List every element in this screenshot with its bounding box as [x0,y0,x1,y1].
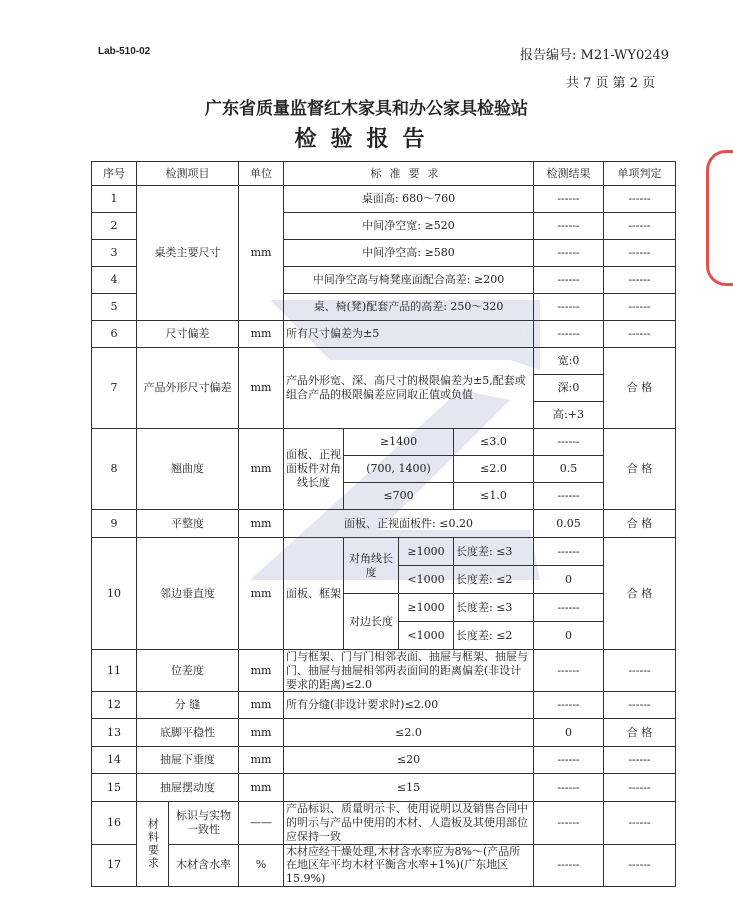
cell-no: 12 [92,692,137,719]
table-row [92,747,676,774]
cell-unit: mm [239,510,284,538]
cell-result: ------ [534,483,604,510]
cell-result: 0.05 [534,510,604,538]
cell-item: 翘曲度 [137,429,239,510]
cell-result: 深:0 [534,375,604,402]
cell-requirement: 中间净空高与椅凳座面配合高差: ≥200 [284,267,534,294]
cell-item: 抽屉下垂度 [137,747,239,774]
cell-verdict: ------ [604,774,676,802]
cell-unit: mm [239,186,284,321]
cell-unit: mm [239,538,284,650]
cell-requirement: 产品标识、质量明示卡、使用说明以及销售合同中的明示与产品中使用的木材、人造板及其使用部位应保持一致 [284,802,534,844]
inspection-table [91,161,676,887]
table-row [92,719,676,747]
cell-verdict: 合 格 [604,538,676,650]
cell-no: 2 [92,213,137,240]
cell-condition: ≥1000 [399,538,454,566]
cell-result: ------ [534,321,604,348]
cell-no: 7 [92,348,137,429]
cell-condition: <1000 [399,566,454,594]
header-item: 检测项目 [137,162,239,186]
cell-verdict: ------ [604,294,676,321]
cell-result: ------ [534,240,604,267]
cell-item: 分 缝 [137,692,239,719]
cell-result: ------ [534,844,604,886]
header-unit: 单位 [239,162,284,186]
cell-group: 材料要求 [137,802,169,887]
lab-code: Lab-510-02 [98,46,151,57]
cell-result: ------ [534,594,604,622]
cell-subgroup: 对角线长度 [344,538,399,594]
cell-item: 邻边垂直度 [137,538,239,650]
table-row [92,692,676,719]
cell-result: 0 [534,566,604,594]
cell-no: 9 [92,510,137,538]
cell-result: ------ [534,267,604,294]
cell-no: 1 [92,186,137,213]
cell-result: 0.5 [534,456,604,483]
cell-requirement: 所有尺寸偏差为±5 [284,321,534,348]
cell-condition: ≥1400 [344,429,454,456]
table-row [92,321,676,348]
header-no: 序号 [92,162,137,186]
cell-limit: 长度差: ≤2 [454,566,534,594]
cell-unit: mm [239,774,284,802]
cell-verdict: 合 格 [604,429,676,510]
cell-no: 13 [92,719,137,747]
cell-result: ------ [534,429,604,456]
cell-requirement: ≤20 [284,747,534,774]
table-row [92,844,676,886]
table-row [92,802,676,844]
cell-no: 5 [92,294,137,321]
cell-result: ------ [534,186,604,213]
cell-condition: <1000 [399,622,454,650]
cell-unit: mm [239,321,284,348]
cell-limit: 长度差: ≤3 [454,538,534,566]
cell-result: ------ [534,650,604,692]
table-row [92,538,676,566]
cell-unit: mm [239,650,284,692]
cell-requirement: 门与框架、门与门相邻表面、抽屉与框架、抽屉与门、抽屉与抽屉相邻两表面间的距离偏差(非设计要求的距离)≤2.0 [284,650,534,692]
cell-condition: ≥1000 [399,594,454,622]
cell-verdict: ------ [604,186,676,213]
table-row [92,186,676,213]
cell-verdict: ------ [604,213,676,240]
cell-no: 10 [92,538,137,650]
table-row [92,429,676,456]
cell-result: 0 [534,719,604,747]
cell-limit: 长度差: ≤3 [454,594,534,622]
table-header-row [92,162,676,186]
cell-item: 桌类主要尺寸 [137,186,239,321]
cell-requirement: ≤15 [284,774,534,802]
cell-verdict: ------ [604,267,676,294]
cell-item: 木材含水率 [169,844,239,886]
cell-limit: ≤1.0 [454,483,534,510]
header-verdict: 单项判定 [604,162,676,186]
cell-item: 标识与实物一致性 [169,802,239,844]
cell-item: 尺寸偏差 [137,321,239,348]
cell-unit: —— [239,802,284,844]
cell-subgroup: 面板、正视面板件对角线长度 [284,429,344,510]
red-seal-stamp [706,150,733,286]
organization-name: 广东省质量监督红木家具和办公家具检验站 [205,99,528,119]
cell-result: 高:+3 [534,402,604,429]
table-row [92,650,676,692]
header-requirement: 标准要求 [284,162,534,186]
cell-verdict: ------ [604,802,676,844]
cell-no: 8 [92,429,137,510]
cell-no: 17 [92,844,137,886]
cell-no: 3 [92,240,137,267]
cell-unit: mm [239,429,284,510]
cell-item: 产品外形尺寸偏差 [137,348,239,429]
cell-no: 4 [92,267,137,294]
cell-unit: mm [239,348,284,429]
cell-subgroup: 面板、框架 [284,538,344,650]
cell-result: ------ [534,213,604,240]
table-row [92,510,676,538]
cell-unit: % [239,844,284,886]
cell-requirement: 木材应经干燥处理,木材含水率应为8%～(产品所在地区年平均木材平衡含水率+1%)(广东地区15.9%) [284,844,534,886]
cell-requirement: ≤2.0 [284,719,534,747]
cell-verdict: 合 格 [604,510,676,538]
cell-no: 6 [92,321,137,348]
cell-verdict: ------ [604,844,676,886]
cell-item: 抽屉摆动度 [137,774,239,802]
cell-verdict: 合 格 [604,719,676,747]
cell-result: ------ [534,538,604,566]
cell-result: ------ [534,802,604,844]
cell-requirement: 面板、正视面板件: ≤0.20 [284,510,534,538]
cell-requirement: 桌、椅(凳)配套产品的高差: 250～320 [284,294,534,321]
cell-unit: mm [239,719,284,747]
cell-no: 11 [92,650,137,692]
cell-result: ------ [534,747,604,774]
cell-no: 14 [92,747,137,774]
cell-verdict: ------ [604,747,676,774]
table-row [92,348,676,375]
cell-verdict: ------ [604,240,676,267]
cell-requirement: 桌面高: 680～760 [284,186,534,213]
cell-limit: ≤2.0 [454,456,534,483]
cell-result: 宽:0 [534,348,604,375]
cell-no: 15 [92,774,137,802]
cell-requirement: 中间净空宽: ≥520 [284,213,534,240]
cell-verdict: ------ [604,321,676,348]
cell-condition: (700, 1400) [344,456,454,483]
report-number: 报告编号: M21-WY0249 [520,48,670,63]
cell-limit: 长度差: ≤2 [454,622,534,650]
cell-requirement: 产品外形宽、深、高尺寸的极限偏差为±5,配套或组合产品的极限偏差应同取正值或负值 [284,348,534,429]
page-info: 共 7 页 第 2 页 [566,76,656,91]
cell-result: ------ [534,774,604,802]
cell-condition: ≤700 [344,483,454,510]
cell-item: 位差度 [137,650,239,692]
header-result: 检测结果 [534,162,604,186]
cell-limit: ≤3.0 [454,429,534,456]
cell-requirement: 中间净空高: ≥580 [284,240,534,267]
document-title: 检验报告 [294,127,439,152]
cell-result: 0 [534,622,604,650]
cell-result: ------ [534,692,604,719]
cell-verdict: ------ [604,650,676,692]
cell-verdict: ------ [604,692,676,719]
cell-verdict: 合 格 [604,348,676,429]
cell-no: 16 [92,802,137,844]
cell-unit: mm [239,692,284,719]
cell-subgroup: 对边长度 [344,594,399,650]
cell-item: 平整度 [137,510,239,538]
cell-requirement: 所有分缝(非设计要求时)≤2.00 [284,692,534,719]
cell-item: 底脚平稳性 [137,719,239,747]
table-row [92,774,676,802]
cell-unit: mm [239,747,284,774]
cell-result: ------ [534,294,604,321]
